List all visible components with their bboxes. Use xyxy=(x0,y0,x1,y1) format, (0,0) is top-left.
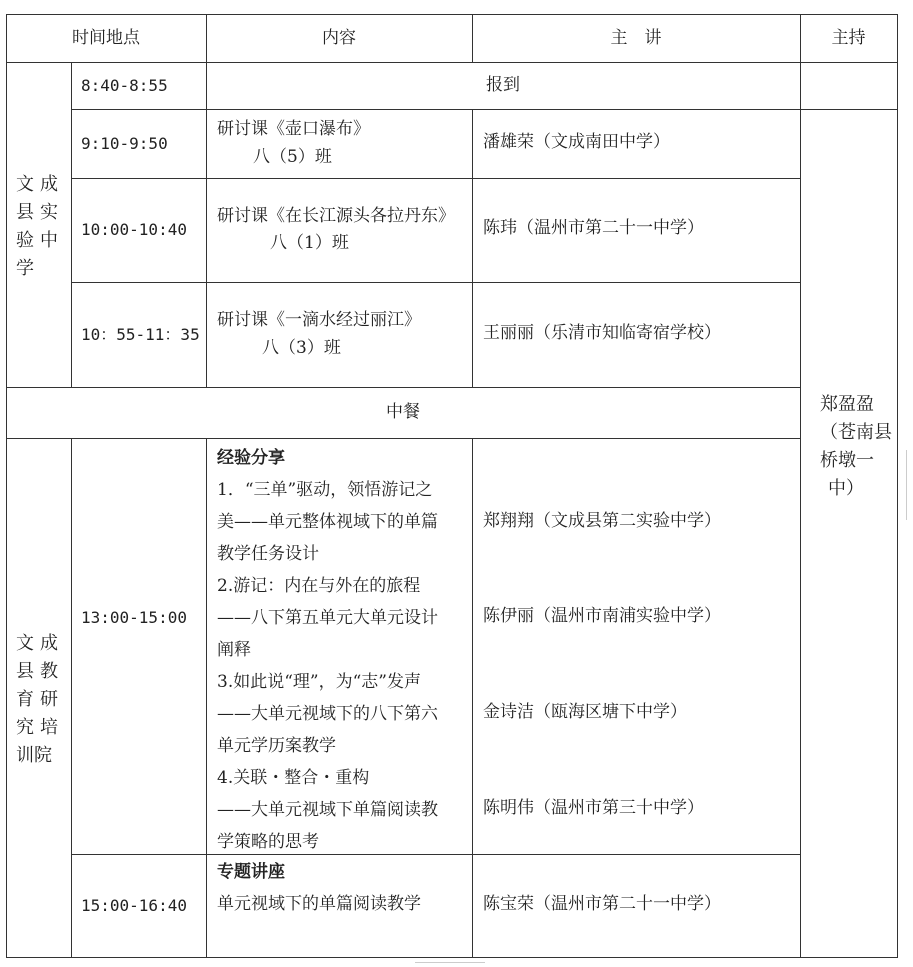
grid-line xyxy=(206,14,207,388)
header-speaker: 主 讲 xyxy=(610,28,662,48)
section-title: 经验分享 xyxy=(217,448,285,468)
grid-line xyxy=(472,438,473,958)
grid-line xyxy=(6,14,897,15)
grid-line xyxy=(71,109,897,110)
grid-line xyxy=(6,438,800,439)
speaker-cell: 陈伊丽（温州市南浦实验中学） xyxy=(483,606,721,626)
header-host: 主持 xyxy=(831,28,866,48)
speaker-cell: 陈玮（温州市第二十一中学） xyxy=(483,218,704,238)
header-content: 内容 xyxy=(322,28,356,48)
time-cell: 10：55-11：35 xyxy=(81,325,200,344)
grid-line xyxy=(71,438,72,958)
lesson-class: 八（5）班 xyxy=(253,147,332,167)
lesson-title: 研讨课《壶口瀑布》 xyxy=(217,119,370,139)
host-cell: 郑盈盈 （苍南县 桥墩一 中） xyxy=(820,394,892,499)
time-cell: 8:40-8:55 xyxy=(81,76,168,95)
speaker-cell: 王丽丽（乐清市知临寄宿学校） xyxy=(483,323,721,343)
page-edge-mark xyxy=(906,450,907,520)
time-cell: 10:00-10:40 xyxy=(81,220,187,239)
grid-line xyxy=(71,178,800,179)
grid-line xyxy=(6,957,897,958)
header-time-place: 时间地点 xyxy=(72,28,140,48)
grid-line xyxy=(71,62,72,388)
lesson-title: 研讨课《在长江源头各拉丹东》 xyxy=(217,206,455,226)
speaker-cell: 陈宝荣（温州市第二十一中学） xyxy=(483,894,721,914)
time-cell: 9:10-9:50 xyxy=(81,134,168,153)
lesson-class: 八（3）班 xyxy=(262,338,341,358)
venue-2-col1: 文 县 育 究 训院 xyxy=(16,633,52,766)
share-topics: 1．“三单”驱动，领悟游记之 美——单元整体视域下的单篇 教学任务设计 2.游记：内在与外在的旅程 ——八下第五单元大单元设计 阐释 3.如此说“理”，为“志”发声 ——大单元视域下的八下第六 单元学历案教学 4.关联・整合・重构 ——大单元视域下单篇阅读教 学策略的思考 xyxy=(217,480,438,852)
checkin-label: 报到 xyxy=(486,75,520,95)
grid-line xyxy=(472,109,473,388)
venue-1-col2: 成 实 中 xyxy=(40,174,58,251)
speaker-cell: 郑翔翔（文成县第二实验中学） xyxy=(483,511,721,531)
grid-line xyxy=(6,387,800,388)
lesson-title: 研讨课《一滴水经过丽江》 xyxy=(217,310,421,330)
section-title: 专题讲座 xyxy=(217,862,285,882)
grid-line xyxy=(6,14,7,958)
lesson-class: 八（1）班 xyxy=(270,233,349,253)
grid-line xyxy=(71,282,800,283)
lecture-topic: 单元视域下的单篇阅读教学 xyxy=(217,894,421,914)
speaker-cell: 金诗洁（瓯海区塘下中学） xyxy=(483,702,687,722)
grid-line xyxy=(6,62,897,63)
page-edge-mark xyxy=(415,962,485,963)
grid-line xyxy=(897,14,898,958)
time-cell: 15:00-16:40 xyxy=(81,896,187,915)
time-cell: 13:00-15:00 xyxy=(81,608,187,627)
grid-line xyxy=(800,14,801,958)
lunch-label: 中餐 xyxy=(386,402,420,422)
speaker-cell: 陈明伟（温州市第三十中学） xyxy=(483,798,704,818)
grid-line xyxy=(206,438,207,958)
venue-1-col1: 文 县 验 学 xyxy=(16,174,34,279)
speaker-cell: 潘雄荣（文成南田中学） xyxy=(483,132,670,152)
venue-2-col2: 成 教 研 培 xyxy=(40,633,58,738)
